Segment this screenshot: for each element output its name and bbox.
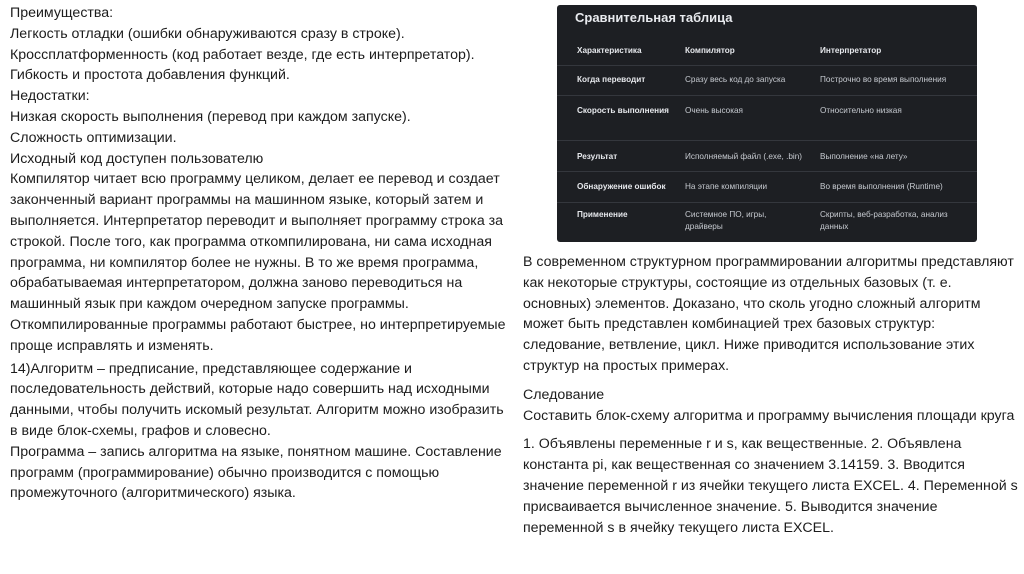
table-cell: Скорость выполнения bbox=[577, 106, 669, 115]
table-cell: Сразу весь код до запуска bbox=[685, 75, 786, 84]
right-text-column bbox=[523, 252, 1018, 538]
advantage-item: Кроссплатформенность (код работает везде, где есть интерпретатор). bbox=[10, 46, 475, 63]
table-cell: Обнаружение ошибок bbox=[577, 182, 666, 191]
table-header-cell: Интерпретатор bbox=[820, 46, 882, 55]
table-cell: На этапе компиляции bbox=[685, 182, 768, 191]
left-text-column bbox=[10, 3, 510, 504]
table-cell: Во время выполнения (Runtime) bbox=[820, 182, 943, 191]
table-cell: Системное ПО, игры, драйверы bbox=[685, 210, 767, 231]
compiler-interpreter-paragraph: Компилятор читает всю программу целиком, делает ее перевод и создает законченный вариант программы на машинном языке, который затем и выполняется. Интерпретатор переводит и выполняет программу строка за строкой. После того, как программа откомпилирована, ни сама исходная программа, ни компилятор более не нужны. В то же время программа, обрабатываемая интерпретатором, должна заново переводиться на машинный язык при каждом очередном запуске программы. Откомпилированные программы работают быстрее, но интерпретируемые проще исправлять и изменять. bbox=[10, 171, 506, 354]
table-cell: Исполняемый файл (.exe, .bin) bbox=[685, 152, 803, 161]
disadvantage-item: Исходный код доступен пользователю bbox=[10, 150, 264, 167]
comparison-table-image bbox=[557, 5, 977, 242]
advantages-heading: Преимущества: bbox=[10, 5, 114, 21]
table-row bbox=[557, 95, 977, 141]
disadvantage-item: Низкая скорость выполнения (перевод при каждом запуске). bbox=[10, 108, 411, 125]
table-cell: Относительно низкая bbox=[820, 106, 902, 115]
table-cell: Построчно во время выполнения bbox=[820, 75, 947, 84]
steps-paragraph: 1. Объявлены переменные r и s, как вещественные. 2. Объявлена константа pi, как вещественная со значением 3.14159. 3. Вводится значение переменной r из ячейки текущего листа EXCEL. 4. Переменной s присваивается вычисленное значение. 5. Выводится значение переменной s в ячейку текущего листа EXCEL. bbox=[523, 436, 1018, 536]
table-cell: Очень высокая bbox=[685, 106, 743, 115]
table-cell: Скрипты, веб-разработка, анализ данных bbox=[820, 210, 948, 231]
program-definition-paragraph: Программа – запись алгоритма на языке, понятном машине. Составление программ (программирование) обычно производится с помощью промежуточного (алгоритмического) языка. bbox=[10, 443, 502, 502]
advantage-item: Легкость отладки (ошибки обнаруживаются сразу в строке). bbox=[10, 25, 405, 42]
table-cell: Применение bbox=[577, 210, 628, 219]
table-row bbox=[557, 140, 977, 172]
table-header-cell: Характеристика bbox=[577, 46, 642, 55]
table-header-cell: Компилятор bbox=[685, 46, 735, 55]
sequence-heading: Следование bbox=[523, 386, 605, 403]
table-row bbox=[557, 202, 977, 242]
task-statement: Составить блок-схему алгоритма и программу вычисления площади круга bbox=[523, 407, 1015, 424]
advantage-item: Гибкость и простота добавления функций. bbox=[10, 67, 290, 84]
table-row bbox=[557, 171, 977, 203]
table-row bbox=[557, 65, 977, 96]
algorithm-definition-paragraph: 14)Алгоритм – предписание, представляющее содержание и последовательность действий, которые надо совершить над исходными данными, чтобы получить искомый результат. Алгоритм можно изобразить в виде блок-схемы, графов и словесно. bbox=[10, 360, 504, 439]
disadvantage-item: Сложность оптимизации. bbox=[10, 129, 177, 146]
table-cell: Результат bbox=[577, 152, 618, 161]
table-cell: Выполнение «на лету» bbox=[820, 152, 908, 161]
table-title: Сравнительная таблица bbox=[575, 10, 733, 25]
table-cell: Когда переводит bbox=[577, 75, 646, 84]
disadvantages-heading: Недостатки: bbox=[10, 88, 90, 105]
structured-programming-paragraph: В современном структурном программировании алгоритмы представляют как некоторые структуры, состоящие из отдельных базовых (т. е. основных) элементов. Доказано, что сколь угодно сложный алгоритм может быть представлен комбинацией трех базовых структур: следование, ветвление, цикл. Ниже приводится использование этих структур на простых примерах. bbox=[523, 254, 1014, 374]
